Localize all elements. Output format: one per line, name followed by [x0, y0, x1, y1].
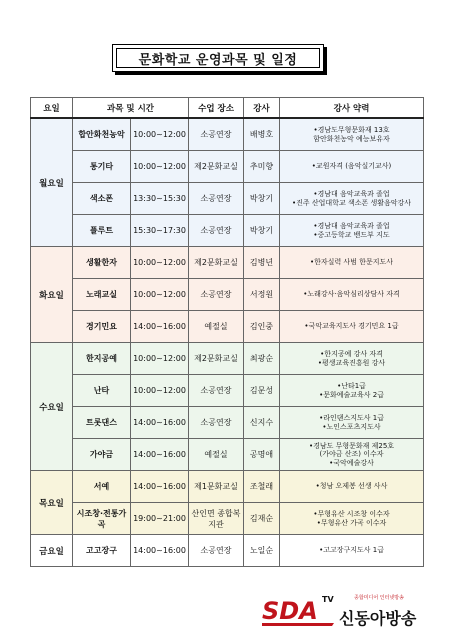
teacher-cell: 노일순: [244, 535, 280, 567]
place-cell: 소공연장: [189, 407, 244, 439]
table-row: [31, 471, 424, 503]
career-line: •경남도무형문화재 13호: [313, 125, 390, 134]
career-cell: [280, 343, 424, 375]
career-line: •고고장구지도사 1급: [319, 546, 384, 555]
place-cell: 제2문화교실: [189, 343, 244, 375]
time-cell: 10:00~12:00: [131, 151, 189, 183]
table-row: [31, 118, 424, 151]
career-line: •경남대 음악교육과 졸업: [313, 189, 390, 198]
subject-cell: 통기타: [73, 151, 131, 183]
time-cell: 19:00~21:00: [131, 503, 189, 535]
career-cell: [280, 407, 424, 439]
subject-cell: 색소폰: [73, 183, 131, 215]
career-cell: [280, 279, 424, 311]
time-cell: 10:00~12:00: [131, 118, 189, 151]
page-title: 문화학교 운영과목 및 일정: [138, 52, 298, 68]
header-day: 요일: [31, 98, 73, 119]
career-line: •교원자격 (음악실기교사): [311, 162, 392, 171]
header-career: 강사 약력: [280, 98, 424, 119]
time-cell: 14:00~16:00: [131, 535, 189, 567]
career-cell: [280, 183, 424, 215]
subject-cell: 트롯댄스: [73, 407, 131, 439]
table-header-row: [31, 98, 424, 119]
career-cell: [280, 118, 424, 151]
day-cell: 월요일: [31, 118, 73, 247]
table-row: [31, 343, 424, 375]
career-line: •무형유산 시조창 이수자: [313, 509, 390, 518]
teacher-cell: 김인중: [244, 311, 280, 343]
place-cell: 제2문화교실: [189, 247, 244, 279]
place-cell: 산인면 종합복지관: [189, 503, 244, 535]
subject-cell: 플루트: [73, 215, 131, 247]
table-row: [31, 375, 424, 407]
time-cell: 10:00~12:00: [131, 375, 189, 407]
subject-cell: 합안화천농악: [73, 118, 131, 151]
career-line: •진주 산업대학교 색소폰 생활음악강사: [292, 198, 412, 207]
teacher-cell: 김문성: [244, 375, 280, 407]
table-row: [31, 279, 424, 311]
logo-tagline: 종합미디어 인터넷방송: [354, 595, 404, 601]
career-cell: [280, 375, 424, 407]
career-line: •평생교육진흥원 강사: [317, 358, 386, 367]
title-box: [112, 44, 324, 72]
career-cell: [280, 311, 424, 343]
career-cell: [280, 471, 424, 503]
teacher-cell: 박창기: [244, 215, 280, 247]
teacher-cell: 신지수: [244, 407, 280, 439]
career-line: •한자실력 사범 한문지도사: [310, 258, 393, 267]
time-cell: 15:30~17:30: [131, 215, 189, 247]
logo-name: 신동아방송: [339, 609, 417, 628]
place-cell: 소공연장: [189, 375, 244, 407]
career-line: •국악예술강사: [329, 458, 374, 467]
day-cell: 금요일: [31, 535, 73, 567]
career-line: (가야금 산조) 이수자: [319, 450, 384, 459]
career-line: •라인댄스지도사 1급: [319, 413, 384, 422]
table-row: [31, 439, 424, 471]
subject-cell: 한지공예: [73, 343, 131, 375]
teacher-cell: 최광순: [244, 343, 280, 375]
time-cell: 13:30~15:30: [131, 183, 189, 215]
place-cell: 소공연장: [189, 118, 244, 151]
table-row: [31, 535, 424, 567]
subject-cell: 난타: [73, 375, 131, 407]
time-cell: 14:00~16:00: [131, 439, 189, 471]
place-cell: 소공연장: [189, 279, 244, 311]
place-cell: 소공연장: [189, 183, 244, 215]
career-line: •청남 오제봉 선생 사사: [315, 482, 388, 491]
career-line: •국악교육지도사 경기민요 1급: [304, 322, 399, 331]
time-cell: 10:00~12:00: [131, 343, 189, 375]
teacher-cell: 배병호: [244, 118, 280, 151]
subject-cell: 경기민요: [73, 311, 131, 343]
teacher-cell: 서정원: [244, 279, 280, 311]
place-cell: 제1문화교실: [189, 471, 244, 503]
logo-brand: SDA: [262, 597, 318, 625]
career-line: •경남대 음악교육과 졸업: [313, 221, 390, 230]
subject-cell: 시조창·전통가곡: [73, 503, 131, 535]
table-row: [31, 311, 424, 343]
time-cell: 14:00~16:00: [131, 471, 189, 503]
day-cell: 화요일: [31, 247, 73, 343]
place-cell: 예절실: [189, 439, 244, 471]
teacher-cell: 조철래: [244, 471, 280, 503]
subject-cell: 고고장구: [73, 535, 131, 567]
career-line: •문화예술교육사 2급: [319, 390, 384, 399]
place-cell: 소공연장: [189, 535, 244, 567]
header-teacher: 강사: [244, 98, 280, 119]
career-cell: [280, 439, 424, 471]
logo-tv: TV: [322, 595, 334, 604]
table-row: [31, 247, 424, 279]
table-row: [31, 215, 424, 247]
career-line: •난타1급: [337, 381, 366, 390]
subject-cell: 가야금: [73, 439, 131, 471]
header-subject-time: 과목 및 시간: [73, 98, 189, 119]
teacher-cell: 김재순: [244, 503, 280, 535]
table-row: [31, 407, 424, 439]
career-cell: [280, 215, 424, 247]
career-line: •중고등학교 밴드부 지도: [313, 230, 390, 239]
career-line: •한지공예 강사 자격: [320, 349, 383, 358]
career-cell: [280, 535, 424, 567]
teacher-cell: 김병년: [244, 247, 280, 279]
time-cell: 10:00~12:00: [131, 279, 189, 311]
table-body: [31, 118, 424, 567]
time-cell: 14:00~16:00: [131, 407, 189, 439]
teacher-cell: 박창기: [244, 183, 280, 215]
career-line: 함안화천농악 예능보유자: [313, 134, 390, 143]
table-row: [31, 503, 424, 535]
teacher-cell: 추미향: [244, 151, 280, 183]
subject-cell: 서예: [73, 471, 131, 503]
schedule-table: [30, 97, 424, 567]
teacher-cell: 공명애: [244, 439, 280, 471]
table-row: [31, 183, 424, 215]
career-cell: [280, 151, 424, 183]
time-cell: 10:00~12:00: [131, 247, 189, 279]
subject-cell: 생활한자: [73, 247, 131, 279]
career-line: •노인스포츠지도사: [322, 422, 381, 431]
header-place: 수업 장소: [189, 98, 244, 119]
career-cell: [280, 503, 424, 535]
sda-logo: [262, 592, 432, 626]
day-cell: 목요일: [31, 471, 73, 535]
time-cell: 14:00~16:00: [131, 311, 189, 343]
place-cell: 제2문화교실: [189, 151, 244, 183]
career-line: •노래강사·음악심리상담사 자격: [303, 290, 400, 299]
subject-cell: 노래교실: [73, 279, 131, 311]
career-line: •경남도 무형문화재 제25호: [308, 441, 395, 450]
table-row: [31, 151, 424, 183]
place-cell: 예절실: [189, 311, 244, 343]
day-cell: 수요일: [31, 343, 73, 471]
career-cell: [280, 247, 424, 279]
career-line: •무형유산 가곡 이수자: [316, 518, 387, 527]
place-cell: 소공연장: [189, 215, 244, 247]
